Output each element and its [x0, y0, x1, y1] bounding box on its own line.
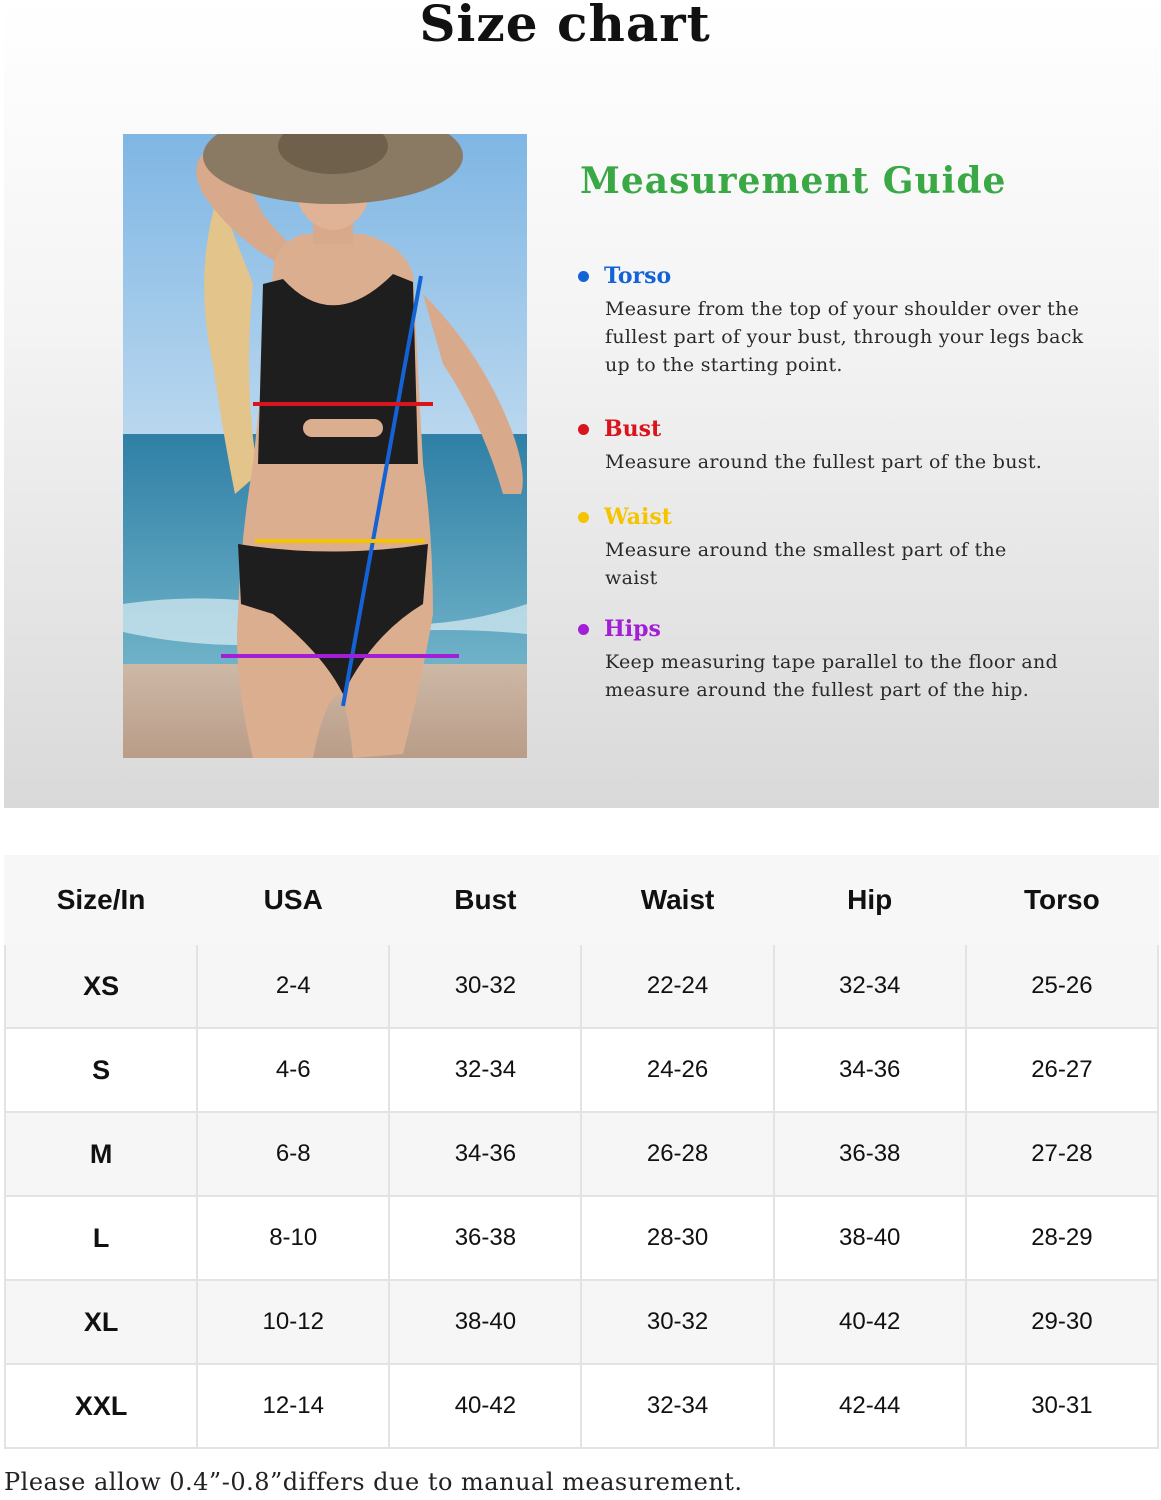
table-cell: 38-40 [774, 1196, 966, 1280]
column-header: Bust [389, 856, 581, 944]
table-row [5, 1280, 1158, 1364]
table-cell: 32-34 [389, 1028, 581, 1112]
table-cell: 36-38 [774, 1112, 966, 1196]
table-cell: 28-29 [966, 1196, 1158, 1280]
table-cell: 6-8 [197, 1112, 389, 1196]
bullet-icon [578, 424, 589, 435]
table-cell: 40-42 [389, 1364, 581, 1448]
torso-label: Torso [604, 263, 672, 289]
table-cell: 26-27 [966, 1028, 1158, 1112]
table-cell: 40-42 [774, 1280, 966, 1364]
column-header: Hip [774, 856, 966, 944]
table-cell: 32-34 [774, 944, 966, 1028]
waist-guide [578, 502, 1118, 592]
measurement-guide-title: Measurement Guide [580, 160, 1007, 202]
table-cell: 30-32 [581, 1280, 773, 1364]
bust-guide [578, 414, 1118, 476]
table-cell: 26-28 [581, 1112, 773, 1196]
table-row [5, 1364, 1158, 1448]
waist-label: Waist [604, 504, 672, 530]
table-cell: 22-24 [581, 944, 773, 1028]
bullet-icon [578, 271, 589, 282]
column-header: Waist [581, 856, 773, 944]
column-header: USA [197, 856, 389, 944]
table-cell: 8-10 [197, 1196, 389, 1280]
table-cell: 42-44 [774, 1364, 966, 1448]
table-cell: 29-30 [966, 1280, 1158, 1364]
measurement-footnote: Please allow 0.4”-0.8”differs due to manual measurement. [4, 1468, 743, 1496]
column-header: Torso [966, 856, 1158, 944]
column-header: Size/In [5, 856, 197, 944]
size-cell: XXL [5, 1364, 197, 1448]
bust-label: Bust [604, 416, 662, 442]
bullet-icon [578, 512, 589, 523]
table-cell: 24-26 [581, 1028, 773, 1112]
bust-description: Measure around the fullest part of the bust. [605, 451, 1043, 473]
table-cell: 25-26 [966, 944, 1158, 1028]
size-cell: M [5, 1112, 197, 1196]
table-header-row [5, 856, 1158, 944]
table-cell: 4-6 [197, 1028, 389, 1112]
table-cell: 32-34 [581, 1364, 773, 1448]
size-cell: L [5, 1196, 197, 1280]
size-cell: XL [5, 1280, 197, 1364]
bullet-icon [578, 624, 589, 635]
table-cell: 36-38 [389, 1196, 581, 1280]
table-row [5, 1196, 1158, 1280]
table-cell: 2-4 [197, 944, 389, 1028]
waist-description: Measure around the smallest part of the waist [605, 539, 1007, 589]
table-cell: 34-36 [389, 1112, 581, 1196]
page-title: Size chart [419, 0, 711, 53]
table-cell: 10-12 [197, 1280, 389, 1364]
table-cell: 27-28 [966, 1112, 1158, 1196]
table-cell: 28-30 [581, 1196, 773, 1280]
table-row [5, 1028, 1158, 1112]
table-cell: 30-31 [966, 1364, 1158, 1448]
hips-guide [578, 614, 1118, 704]
table-row [5, 944, 1158, 1028]
torso-description: Measure from the top of your shoulder over the fullest part of your bust, through your legs back up to the starting point. [605, 298, 1084, 376]
table-cell: 12-14 [197, 1364, 389, 1448]
size-cell: XS [5, 944, 197, 1028]
hips-label: Hips [604, 616, 661, 642]
hips-description: Keep measuring tape parallel to the floor and measure around the fullest part of the hip. [605, 651, 1058, 701]
size-cell: S [5, 1028, 197, 1112]
torso-guide [578, 261, 1118, 379]
model-photo [123, 134, 527, 758]
table-cell: 30-32 [389, 944, 581, 1028]
table-cell: 38-40 [389, 1280, 581, 1364]
size-table [4, 855, 1159, 1449]
table-row [5, 1112, 1158, 1196]
table-cell: 34-36 [774, 1028, 966, 1112]
